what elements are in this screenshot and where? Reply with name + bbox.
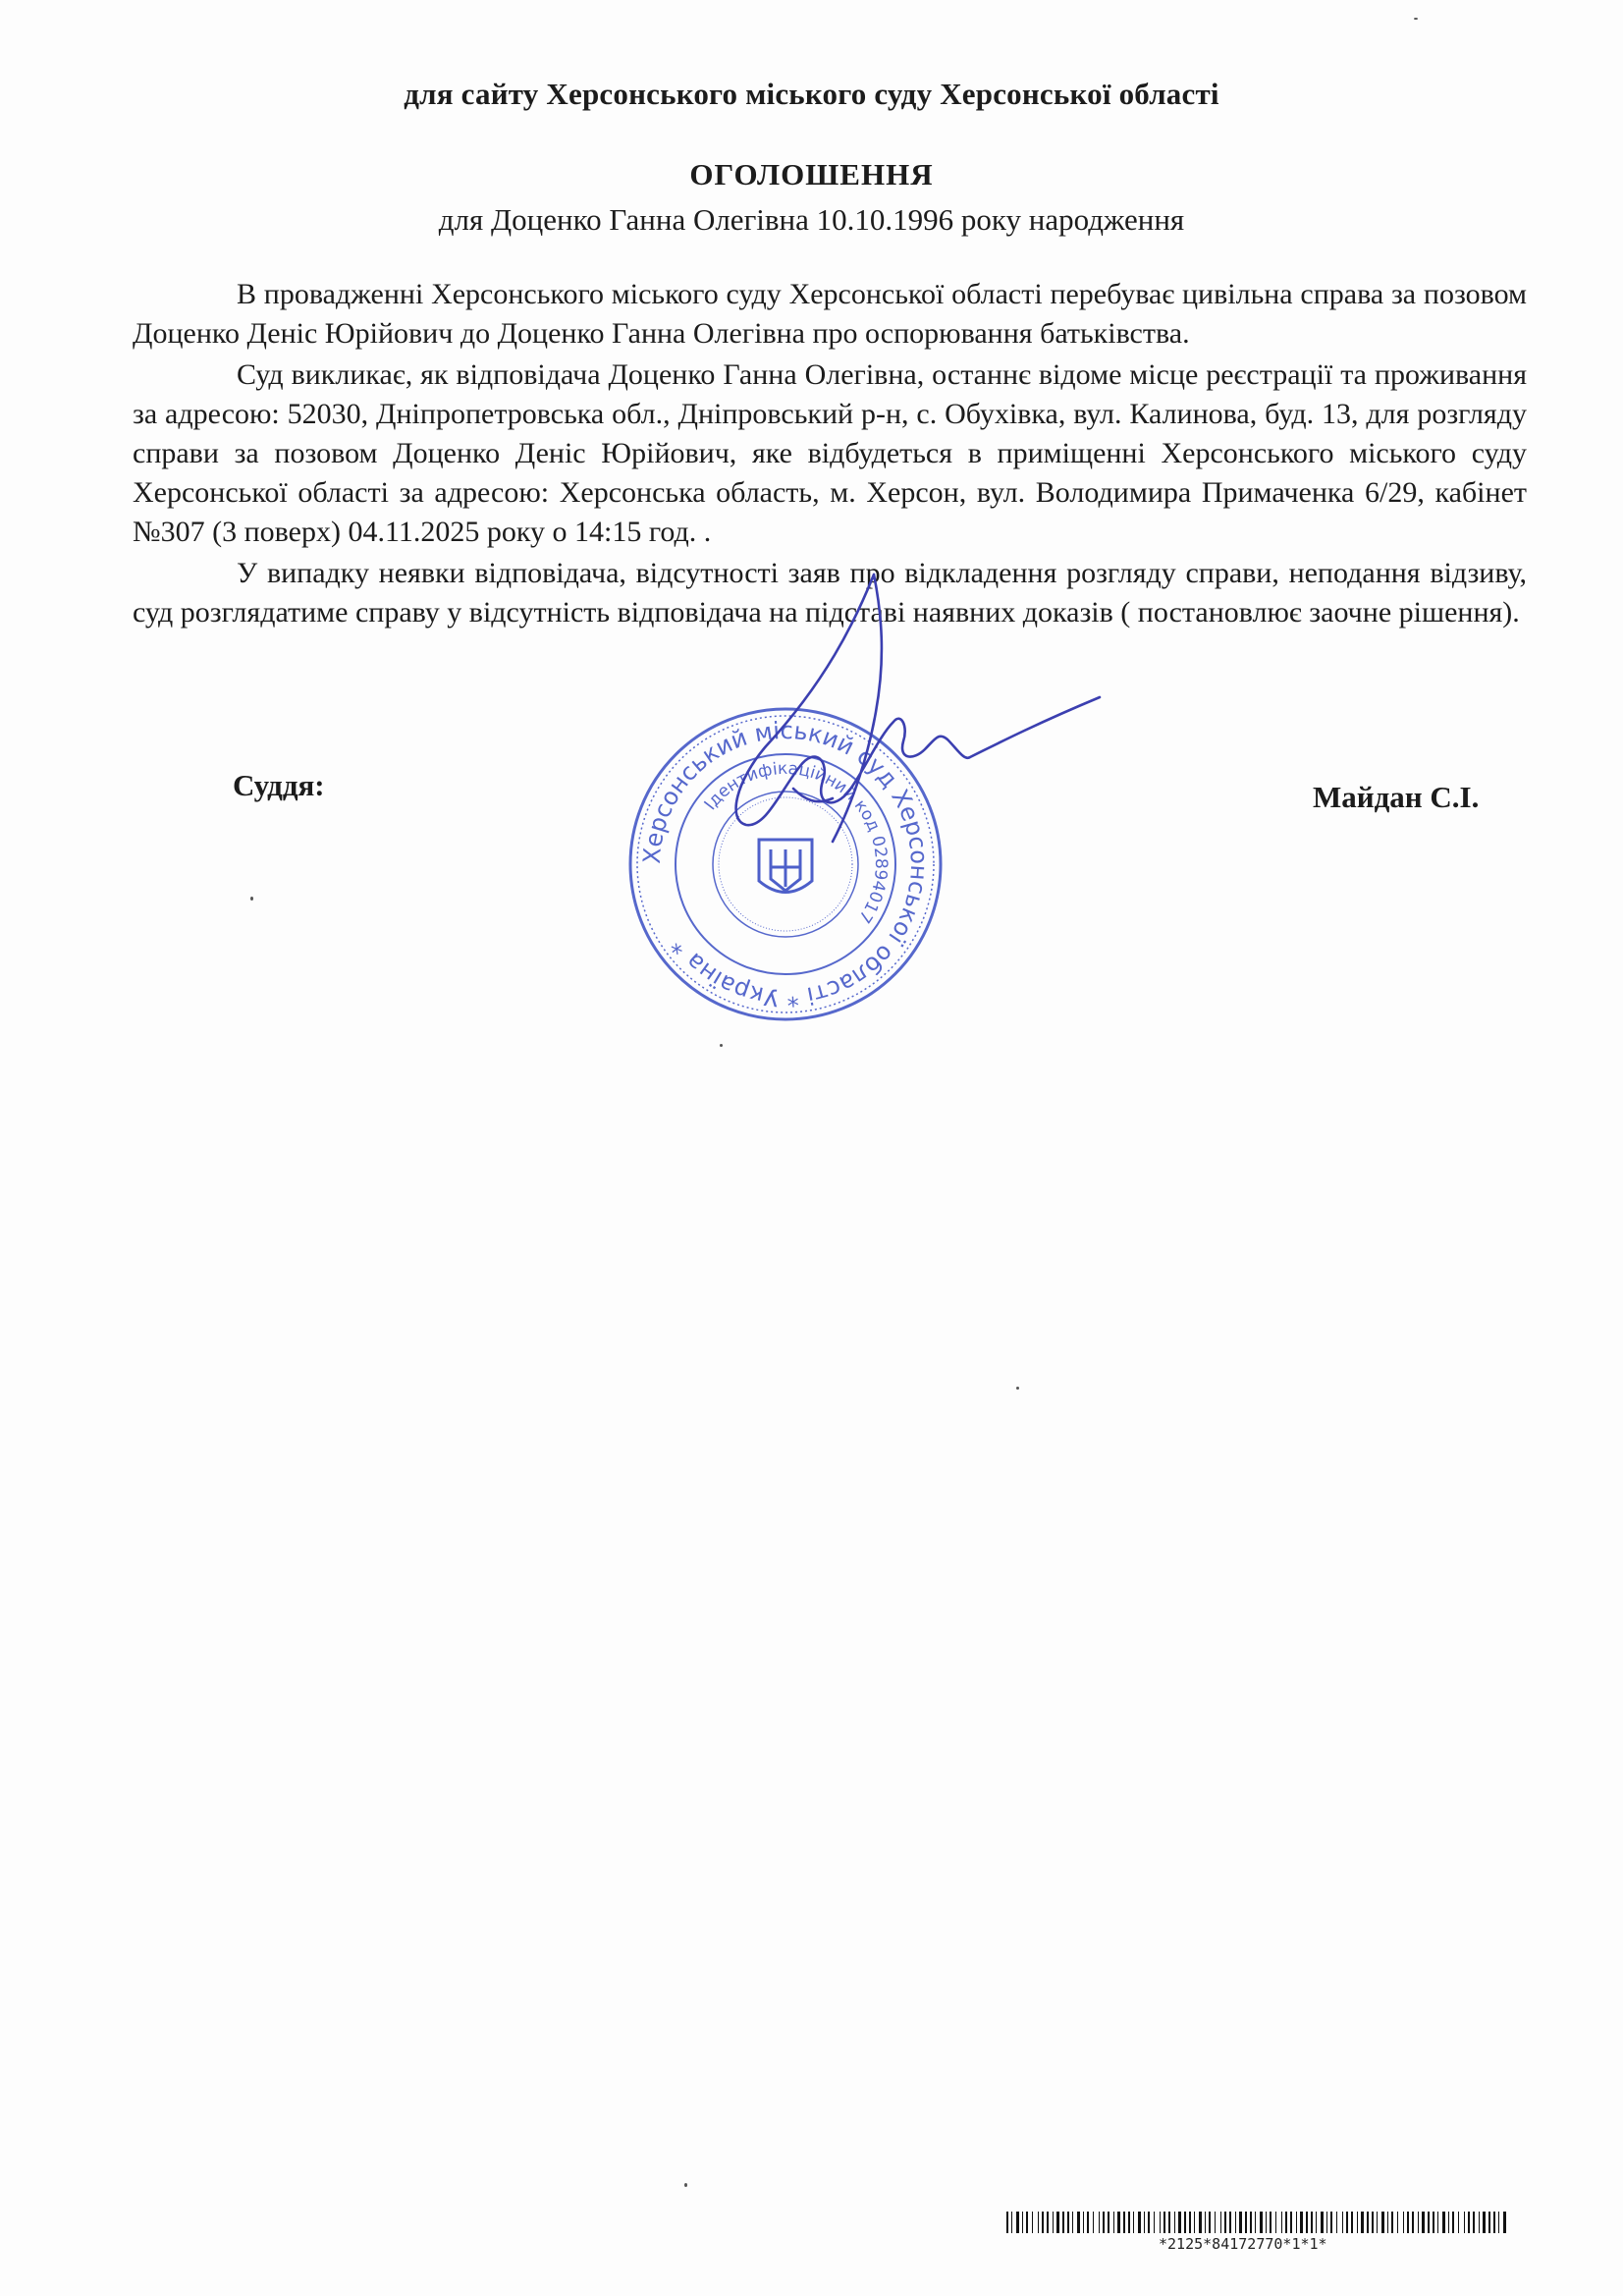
barcode-bar xyxy=(1016,2212,1019,2233)
judge-name: Майдан С.І. xyxy=(1313,780,1480,814)
barcode-bar xyxy=(1154,2212,1155,2233)
barcode-bar xyxy=(1163,2212,1165,2233)
barcode-bar xyxy=(1209,2212,1211,2233)
barcode-bar xyxy=(1260,2212,1263,2233)
barcode-bar xyxy=(1418,2212,1419,2233)
barcode-bar xyxy=(1220,2212,1221,2233)
judge-signature xyxy=(707,565,1119,869)
barcode-bar xyxy=(1464,2212,1465,2233)
barcode-bar xyxy=(1072,2212,1073,2233)
barcode-bar xyxy=(1117,2212,1120,2233)
barcode-bar xyxy=(1215,2212,1216,2233)
barcode-bar xyxy=(1442,2212,1445,2233)
barcode-bar xyxy=(1133,2212,1134,2233)
barcode-bar xyxy=(1397,2212,1398,2233)
barcode-bar xyxy=(1194,2212,1195,2233)
barcode-bar xyxy=(1011,2212,1012,2233)
document-title: ОГОЛОШЕННЯ xyxy=(689,157,934,191)
stamp-outer-text: Херсонський міський суд Херсонської області * Україна * xyxy=(637,716,934,1012)
barcode-bar xyxy=(1281,2212,1282,2233)
barcode-bar xyxy=(1428,2212,1430,2233)
barcode-bar xyxy=(1022,2212,1023,2233)
barcode-bar xyxy=(1433,2212,1434,2233)
barcode-bar xyxy=(1250,2212,1252,2233)
barcode-bar xyxy=(1321,2212,1324,2233)
barcode-bar xyxy=(1056,2212,1059,2233)
barcode-bar xyxy=(1006,2212,1008,2233)
barcode-bar xyxy=(1479,2212,1480,2233)
barcode-bar xyxy=(1387,2212,1388,2233)
barcode-bar xyxy=(1174,2212,1175,2233)
barcode-bar xyxy=(1367,2212,1369,2233)
barcode-bar xyxy=(1062,2212,1064,2233)
barcode-bar xyxy=(1128,2212,1130,2233)
barcode-bar xyxy=(1275,2212,1276,2233)
barcode-bar xyxy=(1123,2212,1125,2233)
header-line: для сайту Херсонського міського суду Херсонської області xyxy=(404,77,1219,111)
scan-speck xyxy=(1414,18,1418,20)
barcode-bar xyxy=(1473,2212,1475,2233)
barcode-bar xyxy=(1032,2212,1033,2233)
barcode-bar xyxy=(1138,2212,1141,2233)
barcode-bar xyxy=(1047,2212,1049,2233)
barcode-bar xyxy=(1160,2212,1161,2233)
barcode-bar xyxy=(1026,2212,1028,2233)
barcode-bar xyxy=(1290,2212,1292,2233)
barcode-bar xyxy=(1266,2212,1267,2233)
barcode-bar xyxy=(1330,2212,1332,2233)
barcode-bar xyxy=(1316,2212,1317,2233)
barcode-bar xyxy=(1452,2212,1454,2233)
barcode-bar xyxy=(1229,2212,1231,2233)
barcode-bar xyxy=(1067,2212,1069,2233)
barcode-bar xyxy=(1458,2212,1459,2233)
barcode-bar xyxy=(1422,2212,1425,2233)
barcode-bar xyxy=(1199,2212,1202,2233)
barcode-bar xyxy=(1108,2212,1109,2233)
paragraph-summons: Суд викликає, як відповідача Доценко Ганна Олегівна, останнє відоме місце реєстрації та проживання за адресою: 52030, Дніпропетровська обл., Дніпровський р-н, с. Обухівка, вул. Калинова, буд. 13, для розгляду справи за позовом Доценко Деніс Юрійович, яке відбудеться в приміщенні Херсонського міського суду Херсонської області за адресою: Херсонська область, м. Херсон, вул. Володимира Примаченка 6/29, кабінет №307 (3 поверх) 04.11.2025 року о 14:15 год. . xyxy=(133,358,1527,548)
barcode-bar xyxy=(1042,2212,1044,2233)
barcode-bar xyxy=(1168,2212,1170,2233)
barcode-bar xyxy=(1407,2212,1409,2233)
barcode-bar xyxy=(1361,2212,1364,2233)
barcode-bar xyxy=(1103,2212,1105,2233)
barcode-bar xyxy=(1326,2212,1327,2233)
barcode-bar xyxy=(1285,2212,1287,2233)
barcode-bar xyxy=(1311,2212,1313,2233)
barcode-bar xyxy=(1077,2212,1080,2233)
barcode-bar xyxy=(1391,2212,1393,2233)
barcode-bar xyxy=(1093,2212,1094,2233)
barcode-bar xyxy=(1342,2212,1343,2233)
barcode-bar xyxy=(1113,2212,1114,2233)
barcode-bar xyxy=(1483,2212,1486,2233)
barcode-bar xyxy=(1448,2212,1449,2233)
barcode-bar xyxy=(1178,2212,1181,2233)
barcode-bar xyxy=(1184,2212,1186,2233)
judge-label: Суддя: xyxy=(233,768,325,802)
barcode-bar xyxy=(1239,2212,1242,2233)
barcode xyxy=(1006,2212,1507,2233)
barcode-bar xyxy=(1437,2212,1438,2233)
barcode-bar xyxy=(1224,2212,1226,2233)
barcode-text: *2125*84172770*1*1* xyxy=(1159,2235,1327,2253)
barcode-bar xyxy=(1300,2212,1303,2233)
barcode-bar xyxy=(1351,2212,1353,2233)
barcode-bar xyxy=(1493,2212,1495,2233)
barcode-bar xyxy=(1357,2212,1358,2233)
barcode-bar xyxy=(1412,2212,1414,2233)
scan-speck xyxy=(720,1044,723,1047)
paragraph-proceedings: В провадженні Херсонського міського суду Херсонської області перебуває цивільна справа за позовом Доценко Деніс Юрійович до Доценко Ганна Олегівна про оспорювання батьківства. xyxy=(133,278,1527,350)
signature-stroke xyxy=(736,574,1100,842)
barcode-bar xyxy=(1296,2212,1297,2233)
barcode-bar xyxy=(1053,2212,1054,2233)
scan-speck xyxy=(1016,1387,1019,1390)
document-subtitle: для Доценко Ганна Олегівна 10.10.1996 року народження xyxy=(438,202,1185,237)
scan-speck xyxy=(684,2183,687,2187)
barcode-bar xyxy=(1381,2212,1384,2233)
barcode-bar xyxy=(1087,2212,1089,2233)
barcode-bar xyxy=(1336,2212,1337,2233)
barcode-bar xyxy=(1372,2212,1374,2233)
barcode-bar xyxy=(1148,2212,1150,2233)
barcode-bar xyxy=(1255,2212,1256,2233)
barcode-bar xyxy=(1306,2212,1308,2233)
barcode-bar xyxy=(1498,2212,1499,2233)
barcode-bar xyxy=(1245,2212,1247,2233)
barcode-bar xyxy=(1503,2212,1506,2233)
barcode-bar xyxy=(1377,2212,1378,2233)
scan-speck xyxy=(250,897,253,901)
barcode-bar xyxy=(1083,2212,1084,2233)
barcode-bar xyxy=(1270,2212,1271,2233)
stamp-inner-text: Ідентифікаційний код 02894017 xyxy=(700,758,892,927)
barcode-bar xyxy=(1468,2212,1470,2233)
barcode-bar xyxy=(1235,2212,1236,2233)
barcode-bar xyxy=(1488,2212,1490,2233)
barcode-bar xyxy=(1038,2212,1039,2233)
barcode-bar xyxy=(1189,2212,1191,2233)
barcode-bar xyxy=(1144,2212,1145,2233)
paragraph-consequences: У випадку неявки відповідача, відсутності заяв про відкладення розгляду справи, неподання відзиву, суд розглядатиме справу у відсутність відповідача на підставі наявних доказів ( постановлює заочне рішення). xyxy=(133,557,1527,629)
barcode-bar xyxy=(1403,2212,1404,2233)
barcode-bar xyxy=(1205,2212,1206,2233)
barcode-bar xyxy=(1099,2212,1100,2233)
barcode-bar xyxy=(1346,2212,1348,2233)
